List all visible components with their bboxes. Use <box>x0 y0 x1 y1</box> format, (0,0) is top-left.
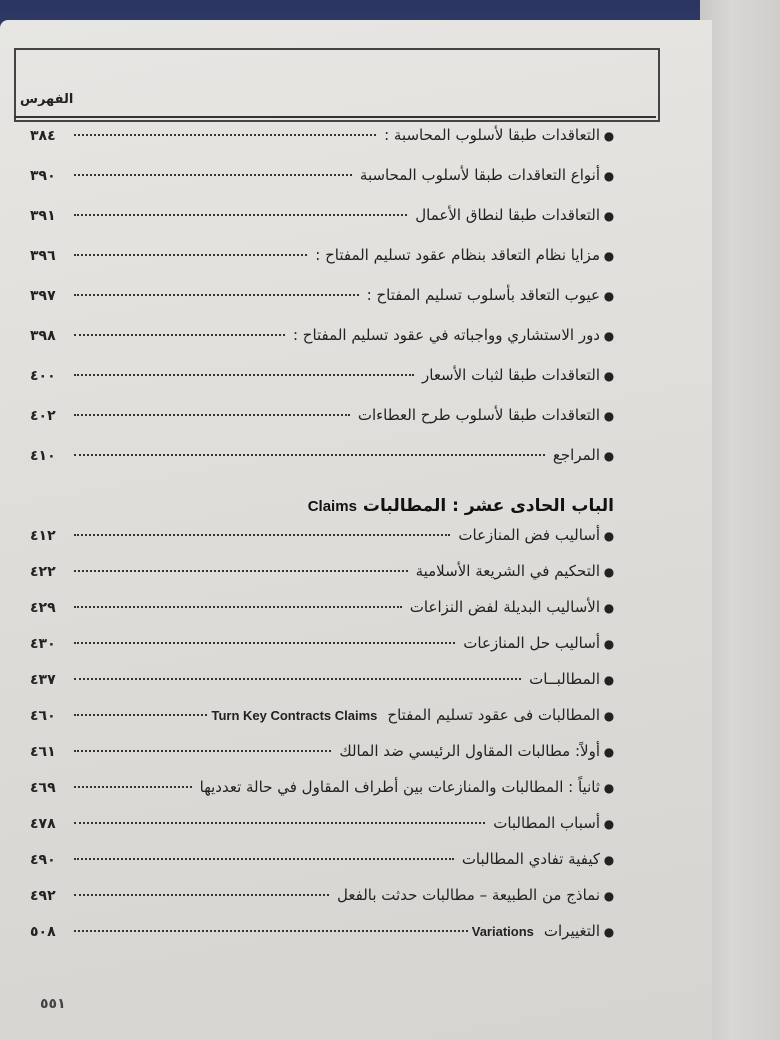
toc-entry-page: ٤٦٩ <box>30 780 56 796</box>
toc-entry <box>30 814 618 850</box>
dot-leader <box>74 606 402 608</box>
bullet-icon: ● <box>603 409 615 423</box>
dot-leader <box>74 414 350 416</box>
toc-entry <box>30 850 618 886</box>
toc-entry-page: ٤١٠ <box>30 448 56 464</box>
toc-entry-page: ٤٠٠ <box>30 368 56 384</box>
toc-entry-page: ٥٠٨ <box>30 924 56 940</box>
toc-entry-title: المطالبــات <box>529 670 600 688</box>
dot-leader <box>74 134 376 136</box>
toc-entry-title: دور الاستشاري وواجباته في عقود تسليم المفتاح : <box>292 326 600 344</box>
toc-entry-page: ٤٠٢ <box>30 408 56 424</box>
toc-entry-latin: Turn Key Contracts Claims <box>211 708 378 723</box>
toc-entry-page: ٤٦١ <box>30 744 56 760</box>
dot-leader <box>74 454 545 456</box>
dot-leader <box>74 254 307 256</box>
bullet-icon: ● <box>603 817 615 831</box>
toc-entry <box>30 406 618 446</box>
toc-entry-page: ٤١٢ <box>30 528 56 544</box>
toc-entry-title: مزايا نظام التعاقد بنظام عقود تسليم المفتاح : <box>315 246 600 264</box>
toc-entry-latin: Variations <box>471 924 534 939</box>
bullet-icon: ● <box>603 889 615 903</box>
bullet-icon: ● <box>603 449 615 463</box>
toc-entry <box>30 206 618 246</box>
toc-entry <box>30 126 618 166</box>
toc-entry <box>30 922 618 958</box>
toc-entry <box>30 326 618 366</box>
chapter-title-arabic: الباب الحادى عشر : المطالبات <box>362 496 614 516</box>
toc-section-top <box>30 126 618 486</box>
toc-entry <box>30 286 618 326</box>
toc-entry-title: التعاقدات طبقا لنطاق الأعمال <box>415 206 600 224</box>
bullet-icon: ● <box>603 781 615 795</box>
bullet-icon: ● <box>603 209 615 223</box>
bullet-icon: ● <box>603 249 615 263</box>
toc-entry-title: أسباب المطالبات <box>493 814 600 832</box>
bullet-icon: ● <box>603 745 615 759</box>
toc-entry-title: التعاقدات طبقا لثبات الأسعار <box>422 366 600 384</box>
dot-leader <box>74 822 485 824</box>
toc-entry-title: ثانياً : المطالبات والمنازعات بين أطراف المقاول في حالة تعدديها <box>199 778 600 796</box>
toc-entry <box>30 886 618 922</box>
dot-leader <box>74 570 408 572</box>
bullet-icon: ● <box>603 169 615 183</box>
toc-entry-title: التحكيم في الشريعة الأسلامية <box>415 562 600 580</box>
bullet-icon: ● <box>603 709 615 723</box>
toc-entry-page: ٤٩٢ <box>30 888 56 904</box>
header-rule <box>14 116 656 118</box>
bullet-icon: ● <box>603 529 615 543</box>
page-number: ٥٥١ <box>40 996 66 1012</box>
dot-leader <box>74 174 352 176</box>
chapter-heading <box>30 486 618 526</box>
toc-entry-page: ٤٣٠ <box>30 636 56 652</box>
toc-entry <box>30 670 618 706</box>
dot-leader <box>74 894 329 896</box>
toc-entry-title: التغييرات <box>543 922 600 940</box>
toc-entry-title: عيوب التعاقد بأسلوب تسليم المفتاح : <box>366 286 600 304</box>
toc-entry-page: ٣٩٨ <box>30 328 56 344</box>
toc-entry-page: ٣٨٤ <box>30 128 56 144</box>
toc-entry <box>30 446 618 486</box>
toc-entry-title: المطالبات فى عقود تسليم المفتاح <box>387 706 600 724</box>
dot-leader <box>74 714 207 716</box>
toc-entry <box>30 742 618 778</box>
toc-entry-page: ٤٩٠ <box>30 852 56 868</box>
toc-entry-title: أساليب حل المنازعات <box>463 634 600 652</box>
bullet-icon: ● <box>603 601 615 615</box>
toc-entry-page: ٣٩٧ <box>30 288 56 304</box>
toc-entry <box>30 166 618 206</box>
adjacent-page <box>700 0 780 1040</box>
toc-entry-title: الأساليب البديلة لفض النزاعات <box>409 598 600 616</box>
toc-entry-page: ٤٢٩ <box>30 600 56 616</box>
toc-entry <box>30 366 618 406</box>
header-frame <box>14 48 660 122</box>
toc-entry <box>30 562 618 598</box>
dot-leader <box>74 750 331 752</box>
toc-entry <box>30 526 618 562</box>
bullet-icon: ● <box>603 289 615 303</box>
dot-leader <box>74 534 450 536</box>
table-of-contents <box>30 126 618 958</box>
toc-entry <box>30 246 618 286</box>
toc-entry-page: ٣٩١ <box>30 208 56 224</box>
toc-entry-title: أولاً: مطالبات المقاول الرئيسي ضد المالك <box>339 742 600 760</box>
bullet-icon: ● <box>603 853 615 867</box>
toc-entry <box>30 634 618 670</box>
toc-entry-page: ٤٢٢ <box>30 564 56 580</box>
bullet-icon: ● <box>603 129 615 143</box>
bullet-icon: ● <box>603 925 615 939</box>
bullet-icon: ● <box>603 565 615 579</box>
toc-entry-page: ٤٦٠ <box>30 708 56 724</box>
page-title: الفهرس <box>20 92 74 107</box>
bullet-icon: ● <box>603 329 615 343</box>
toc-entry <box>30 778 618 814</box>
bullet-icon: ● <box>603 673 615 687</box>
toc-entry-page: ٤٣٧ <box>30 672 56 688</box>
bullet-icon: ● <box>603 369 615 383</box>
dot-leader <box>74 858 454 860</box>
toc-entry <box>30 706 618 742</box>
dot-leader <box>74 786 192 788</box>
toc-entry-page: ٤٧٨ <box>30 816 56 832</box>
toc-entry-page: ٣٩٠ <box>30 168 56 184</box>
toc-entry-title: أنواع التعاقدات طبقا لأسلوب المحاسبة <box>359 166 600 184</box>
toc-entry-page: ٣٩٦ <box>30 248 56 264</box>
toc-entry-title: أساليب فض المنازعات <box>458 526 600 544</box>
dot-leader <box>74 930 468 932</box>
dot-leader <box>74 678 521 680</box>
toc-entry-title: نماذج من الطبيعة – مطالبات حدثت بالفعل <box>337 886 600 904</box>
bullet-icon: ● <box>603 637 615 651</box>
toc-entry-title: التعاقدات طبقا لأسلوب طرح العطاءات <box>357 406 600 424</box>
dot-leader <box>74 294 359 296</box>
toc-entry-title: كيفية تفادي المطالبات <box>461 850 600 868</box>
toc-entry <box>30 598 618 634</box>
toc-entry-title: المراجع <box>552 446 600 464</box>
chapter-title-latin: Claims <box>307 497 357 515</box>
dot-leader <box>74 642 455 644</box>
dot-leader <box>74 374 414 376</box>
toc-section-bottom <box>30 526 618 958</box>
toc-entry-title: التعاقدات طبقا لأسلوب المحاسبة : <box>384 126 600 144</box>
dot-leader <box>74 334 285 336</box>
dot-leader <box>74 214 407 216</box>
